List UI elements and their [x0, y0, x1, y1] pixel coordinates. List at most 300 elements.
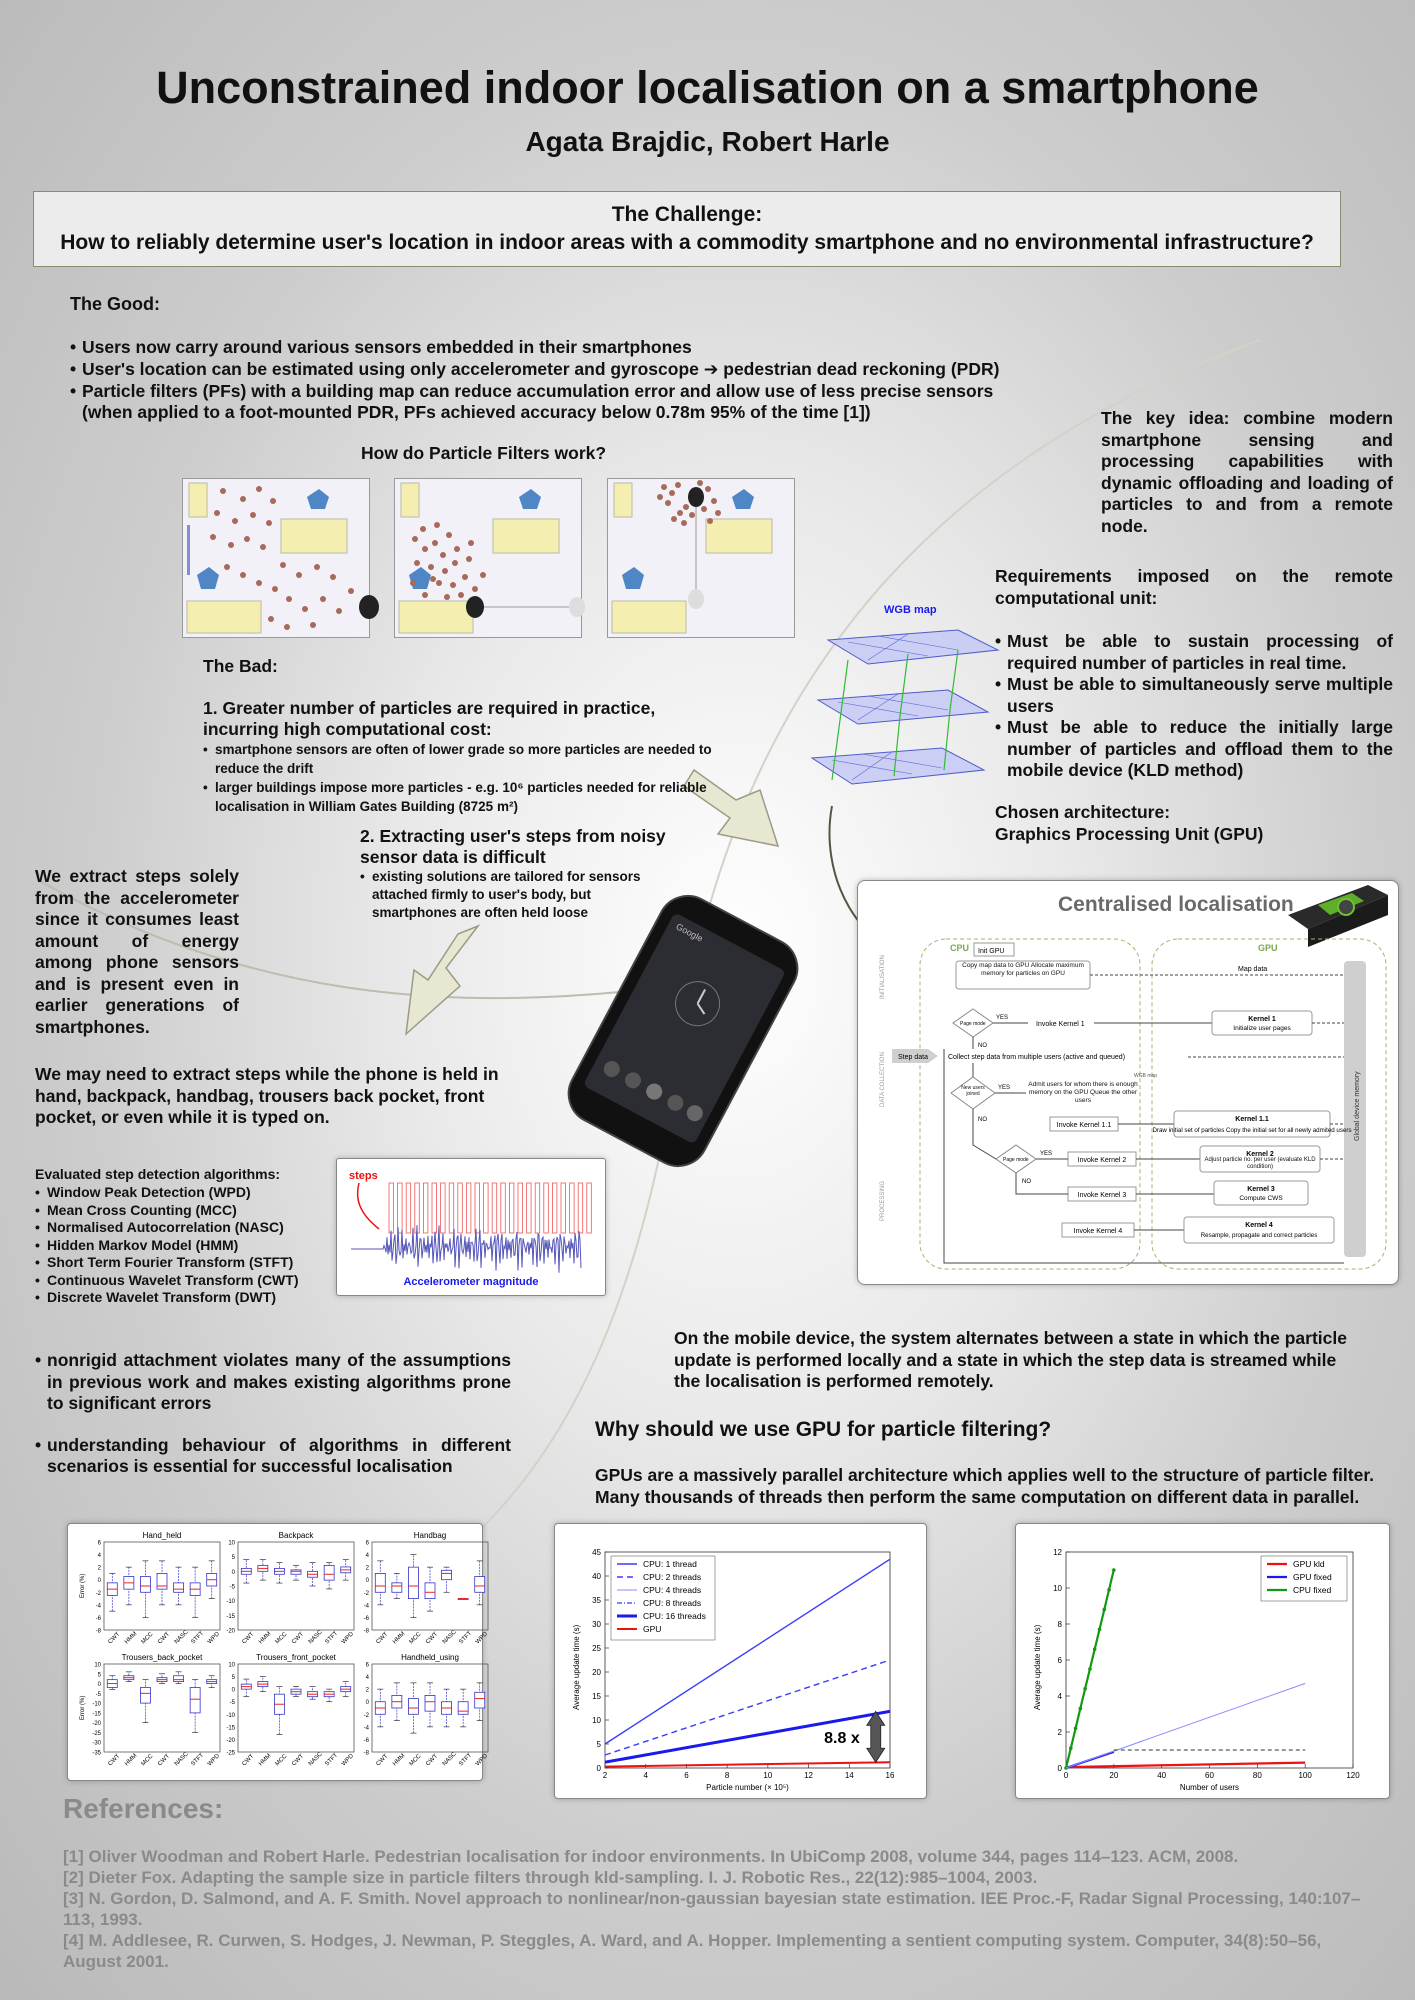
- invoke-k1: Invoke Kernel 1: [1036, 1021, 1085, 1028]
- boxplot-box: [458, 1702, 468, 1715]
- boxplot-xtick: NASC: [441, 1629, 458, 1646]
- smartphone-image: [520, 888, 850, 1158]
- no-1: NO: [978, 1043, 987, 1049]
- series-point: [1093, 1647, 1097, 1651]
- pf-figure-1: [182, 478, 370, 638]
- x-tick-label: 4: [643, 1771, 648, 1780]
- boxplot-box: [408, 1699, 418, 1715]
- x-tick-label: 12: [804, 1771, 814, 1780]
- x-tick-label: 20: [1109, 1771, 1119, 1780]
- boxplot-xtick: HMM: [258, 1631, 273, 1646]
- speedup-arrow: [867, 1711, 885, 1762]
- step-marker: [389, 1183, 394, 1233]
- boxplot-title: Handbag: [413, 1531, 447, 1540]
- boxplot-xtick: STFT: [458, 1752, 474, 1768]
- series-line: [1066, 1683, 1305, 1768]
- pf-diagram-3: [608, 479, 794, 637]
- kernel2-desc: Adjust particle no. per user (evaluate KLD condition): [1204, 1157, 1316, 1170]
- boxplot-ytick: -8: [363, 1750, 369, 1757]
- steps-text: We extract steps solely from the accelerometer since it consumes least amount of energy among phone sensors and is present even in earlier generations of smartphones.: [35, 866, 239, 1037]
- y-tick-label: 5: [596, 1740, 601, 1749]
- y-tick-label: 25: [592, 1644, 601, 1653]
- findings-list: [35, 1350, 511, 1478]
- y-tick-label: 8: [1057, 1620, 1062, 1629]
- poster-authors: Agata Brajdic, Robert Harle: [525, 126, 890, 157]
- boxplot-xtick: WPD: [474, 1753, 490, 1768]
- copy-map: Copy map data to GPU Allocate maximum memory for particles on GPU: [962, 962, 1084, 977]
- boxplot-ytick: -5: [95, 1691, 101, 1698]
- step-markers: [389, 1183, 591, 1233]
- gpu-card-icon: [1288, 885, 1388, 947]
- wgb-map-small: WGB map: [1134, 1073, 1158, 1079]
- boxplot-box: [425, 1695, 435, 1711]
- step-marker: [552, 1183, 557, 1233]
- boxplot-xtick: CWT: [375, 1631, 390, 1646]
- page-mode-2: Page mode: [1003, 1157, 1029, 1163]
- boxplot-ytick: 2: [365, 1565, 369, 1572]
- boxplot-ytick: -2: [95, 1590, 101, 1597]
- boxplot-xtick: HMM: [392, 1631, 407, 1646]
- boxplot-xtick: HMM: [258, 1753, 273, 1768]
- key-idea: The key idea: combine modern smartphone sensing and processing capabilities with dynamic offloading and loading of particles to and from a remote node.: [1101, 408, 1393, 536]
- boxplot-box: [157, 1573, 167, 1589]
- kernel11-title: Kernel 1.1: [1235, 1116, 1269, 1123]
- legend-label: CPU: 4 threads: [643, 1585, 702, 1595]
- pf-figure-2: [394, 478, 582, 638]
- particle-chart-panel: [554, 1523, 927, 1799]
- init-gpu: Init GPU: [978, 948, 1005, 955]
- step-marker: [432, 1183, 437, 1233]
- boxplot-box: [140, 1687, 150, 1703]
- boxplot-ytick: 4: [365, 1675, 369, 1682]
- boxplot-ytick: 0: [97, 1578, 101, 1585]
- legend-label: CPU fixed: [1293, 1585, 1332, 1595]
- step-marker: [587, 1183, 592, 1233]
- boxplot-ytick: 0: [97, 1682, 101, 1689]
- boxplot-xtick: HMM: [392, 1753, 407, 1768]
- boxplot-ytick: -2: [363, 1712, 369, 1719]
- good-heading: The Good:: [70, 294, 160, 314]
- boxplot-xtick: NASC: [173, 1629, 190, 1646]
- y-tick-label: 2: [1057, 1728, 1062, 1737]
- boxplot-ytick: 4: [365, 1553, 369, 1560]
- boxplot-ytick: -4: [363, 1603, 369, 1610]
- boxplot-xtick: CWT: [375, 1753, 390, 1768]
- phase-data: DATA COLLECTION: [880, 1052, 886, 1107]
- step-marker: [544, 1183, 549, 1233]
- boxplot-ytick: -10: [226, 1712, 235, 1719]
- chosen-architecture: [995, 802, 1263, 845]
- boxplot-xtick: WPD: [340, 1753, 356, 1768]
- x-tick-label: 2: [602, 1771, 608, 1780]
- boxplot-ytick: 5: [231, 1675, 235, 1682]
- boxplot-xtick: CWT: [291, 1753, 306, 1768]
- boxplot-ytick: -10: [226, 1599, 235, 1606]
- boxplot-ytick: -20: [226, 1628, 235, 1635]
- kernel2-title: Kernel 2: [1246, 1151, 1274, 1158]
- particle-chart: [555, 1524, 926, 1798]
- step-marker: [398, 1183, 403, 1233]
- gpu-text: GPUs are a massively parallel architecture which applies well to the structure of particle filter. Many thousands of threads then perform the same computation on different data in parallel.: [595, 1465, 1375, 1507]
- bad-item: • existing solutions are tailored for sensors attached firmly to user's body, but smartphones are often held loose: [360, 868, 672, 922]
- series-line: [605, 1762, 890, 1766]
- admit-label: Admit users for whom there is enough memory on the GPU Queue the other users: [1028, 1081, 1138, 1104]
- step-marker: [527, 1183, 532, 1233]
- x-tick-label: 120: [1346, 1771, 1360, 1780]
- series-point: [1069, 1746, 1073, 1750]
- boxplot-xtick: WPD: [340, 1631, 356, 1646]
- legend-label: GPU kld: [1293, 1559, 1325, 1569]
- placement-text: We may need to extract steps while the phone is held in hand, backpack, handbag, trousers back pocket, front pocket, or even while it is typed on.: [35, 1064, 499, 1127]
- y-tick-label: 6: [1057, 1656, 1062, 1665]
- wgb-label: WGB map: [884, 604, 937, 616]
- no-3: NO: [1022, 1179, 1031, 1185]
- requirements-heading: Requirements imposed on the remote computational unit:: [995, 566, 1393, 608]
- boxplot-ytick: -35: [92, 1750, 101, 1757]
- boxplot-ytick: -5: [229, 1700, 235, 1707]
- step-marker: [501, 1183, 506, 1233]
- pf-diagram-2: [395, 479, 581, 637]
- no-2: NO: [978, 1117, 987, 1123]
- step-marker: [570, 1183, 575, 1233]
- legend-label: GPU: [643, 1624, 662, 1634]
- algorithm-item: • Window Peak Detection (WPD): [35, 1184, 335, 1202]
- algorithm-item: • Hidden Markov Model (HMM): [35, 1237, 335, 1255]
- step-marker: [406, 1183, 411, 1233]
- boxplot-xtick: CWT: [157, 1631, 172, 1646]
- series-point: [1083, 1687, 1087, 1691]
- boxplot-box: [475, 1692, 485, 1708]
- boxplot-xtick: CWT: [241, 1753, 256, 1768]
- requirement-item: • Must be able to reduce the initially large number of particles and offload them to the mobile device (KLD method): [995, 717, 1393, 782]
- boxplot-ytick: -20: [226, 1737, 235, 1744]
- boxplot-xtick: MCC: [140, 1753, 155, 1768]
- algorithm-item: • Discrete Wavelet Transform (DWT): [35, 1289, 335, 1307]
- y-tick-label: 0: [1057, 1764, 1062, 1773]
- signal-plot: [337, 1159, 605, 1295]
- boxplot-xtick: NASC: [441, 1751, 458, 1768]
- x-tick-label: 80: [1252, 1771, 1262, 1780]
- boxplot-ytick: -25: [226, 1750, 235, 1757]
- reference-item: [4] M. Addlesee, R. Curwen, S. Hodges, J. Newman, P. Steggles, A. Ward, and A. Hopper. Implementing a sentient computing system. Computer, 34(8):50–56, August 2001.: [63, 1931, 1322, 1971]
- boxplot-xtick: HMM: [124, 1631, 139, 1646]
- yes-3: YES: [1040, 1151, 1053, 1157]
- y-tick-label: 15: [592, 1692, 601, 1701]
- yes-2: YES: [998, 1085, 1011, 1091]
- bad-item: • larger buildings impose more particles - e.g. 10⁶ particles needed for reliable localisation in William Gates Building (8725 m²): [203, 778, 743, 816]
- step-marker: [466, 1183, 471, 1233]
- boxplot-box: [140, 1577, 150, 1593]
- boxplot-ytick: 0: [365, 1700, 369, 1707]
- good-item: • Particle filters (PFs) with a building map can reduce accumulation error and allow use of less precise sensors: [70, 380, 1060, 402]
- boxplot-frame: [238, 1542, 354, 1630]
- boxplot-ytick: 6: [365, 1662, 369, 1669]
- y-tick-label: 12: [1053, 1548, 1062, 1557]
- bad-point-1-list: [203, 740, 743, 816]
- wgb-map: [808, 620, 1003, 800]
- requirements-list: [995, 631, 1393, 782]
- boxplot-xtick: MCC: [408, 1753, 423, 1768]
- legend-label: GPU fixed: [1293, 1572, 1332, 1582]
- x-tick-label: 14: [844, 1771, 854, 1780]
- series-line: [1066, 1763, 1305, 1768]
- references-heading: References:: [63, 1793, 224, 1824]
- boxplot-ytick: -20: [92, 1721, 101, 1728]
- requirement-item: • Must be able to simultaneously serve multiple users: [995, 674, 1393, 717]
- boxplot-ytick: -25: [92, 1730, 101, 1737]
- x-tick-label: 0: [1063, 1771, 1069, 1780]
- gpu-label: GPU: [1258, 943, 1278, 953]
- boxplot-ytick: -6: [363, 1737, 369, 1744]
- y-tick-label: 0: [596, 1764, 601, 1773]
- boxplot-xtick: CWT: [425, 1753, 440, 1768]
- boxplot-title: Hand_held: [142, 1531, 182, 1540]
- boxplot-ytick: 0: [231, 1569, 235, 1576]
- boxplot-ytick: 10: [228, 1540, 235, 1547]
- arrow-left: [406, 926, 478, 1034]
- x-tick-label: 10: [763, 1771, 773, 1780]
- boxplot-ytick: -15: [226, 1725, 235, 1732]
- legend-label: CPU: 1 thread: [643, 1559, 697, 1569]
- series-point: [1088, 1667, 1092, 1671]
- step-marker: [423, 1183, 428, 1233]
- y-tick-label: 10: [592, 1716, 601, 1725]
- x-tick-label: 60: [1205, 1771, 1214, 1780]
- boxplot-box: [425, 1583, 435, 1599]
- boxplot-ytick: -6: [95, 1615, 101, 1622]
- boxplot-ytick: 0: [365, 1578, 369, 1585]
- boxplot-ytick: 0: [231, 1687, 235, 1694]
- phase-proc: PROCESSING: [880, 1180, 886, 1221]
- legend-label: CPU: 2 threads: [643, 1572, 702, 1582]
- boxplot-xtick: MCC: [274, 1631, 289, 1646]
- kernel3-desc: Compute CWS: [1239, 1195, 1283, 1202]
- boxplot-box: [174, 1583, 184, 1592]
- bad-item: • smartphone sensors are often of lower grade so more particles are needed to reduce the drift: [203, 740, 743, 778]
- references-list: [63, 1846, 1363, 1972]
- y-tick-label: 40: [592, 1572, 601, 1581]
- pf-particles-3: [657, 480, 721, 526]
- step-marker: [509, 1183, 514, 1233]
- wgb-floor: [828, 630, 998, 664]
- boxplot-xtick: CWT: [425, 1631, 440, 1646]
- bad-point-1: 1. Greater number of particles are required in practice, incurring high computational cost:: [203, 698, 656, 739]
- finding-item: • nonrigid attachment violates many of the assumptions in previous work and makes existing algorithms prone to significant errors: [35, 1350, 511, 1415]
- boxplot-title: Trousers_back_pocket: [121, 1653, 203, 1662]
- y-axis-label: Average update time (s): [1033, 1624, 1042, 1710]
- pf-heading: How do Particle Filters work?: [361, 443, 607, 463]
- boxplot-box: [375, 1573, 385, 1592]
- boxplot-ytick: -4: [363, 1725, 369, 1732]
- invoke-k2: Invoke Kernel 2: [1077, 1157, 1127, 1164]
- good-item: • User's location can be estimated using only accelerometer and gyroscope ➔ pedestrian dead reckoning (PDR): [70, 358, 1060, 380]
- boxplot-box: [190, 1687, 200, 1712]
- step-marker: [458, 1183, 463, 1233]
- algorithms-heading: Evaluated step detection algorithms:: [35, 1166, 281, 1182]
- x-axis-label: Particle number (× 10⁵): [706, 1783, 789, 1792]
- kernel11-desc: Draw initial set of particles Copy the initial set for all newly admited users: [1152, 1127, 1352, 1134]
- yes-1: YES: [996, 1015, 1009, 1021]
- boxplot-xtick: STFT: [190, 1630, 206, 1646]
- good-list: [70, 336, 1060, 402]
- boxplot-box: [392, 1583, 402, 1592]
- step-marker: [578, 1183, 583, 1233]
- challenge-question: How to reliably determine user's location in indoor areas with a commodity smartphone and no environmental infrastructure?: [60, 231, 1314, 254]
- boxplot-title: Trousers_front_pocket: [256, 1653, 336, 1662]
- legend-label: CPU: 16 threads: [643, 1611, 706, 1621]
- y-tick-label: 35: [592, 1596, 601, 1605]
- step-marker: [518, 1183, 523, 1233]
- boxplot-xtick: NASC: [307, 1751, 324, 1768]
- chosen-value: Graphics Processing Unit (GPU): [995, 823, 1264, 844]
- boxplot-xtick: WPD: [474, 1631, 490, 1646]
- y-tick-label: 45: [592, 1548, 601, 1557]
- finding-item: • understanding behaviour of algorithms in different scenarios is essential for successful localisation: [35, 1435, 511, 1478]
- boxplot-title: Handheld_using: [401, 1653, 459, 1662]
- boxplot-box: [442, 1570, 452, 1579]
- algorithm-item: • Normalised Autocorrelation (NASC): [35, 1219, 335, 1237]
- kernel3-title: Kernel 3: [1247, 1186, 1275, 1193]
- challenge-heading: The Challenge:: [611, 203, 763, 226]
- boxplot-box: [324, 1565, 334, 1580]
- map-data-label: Map data: [1238, 966, 1268, 973]
- step-data: Step data: [898, 1054, 928, 1061]
- boxplot-box: [174, 1676, 184, 1682]
- boxplot-title: Backpack: [278, 1531, 314, 1540]
- cpu-label: CPU: [950, 943, 970, 953]
- boxplot-ytick: -4: [95, 1603, 101, 1610]
- speedup-label: 8.8 x: [824, 1729, 860, 1747]
- x-tick-label: 40: [1157, 1771, 1167, 1780]
- series-point: [1074, 1727, 1078, 1731]
- boxplot-ytick: 5: [97, 1672, 101, 1679]
- y-axis-label: Average update time (s): [572, 1624, 581, 1710]
- boxplot-xtick: STFT: [324, 1630, 340, 1646]
- invoke-k4: Invoke Kernel 4: [1073, 1228, 1123, 1235]
- boxplot-ytick: -2: [363, 1590, 369, 1597]
- series-point: [1112, 1568, 1116, 1572]
- boxplot-ytick: -10: [92, 1701, 101, 1708]
- pf-diagram-1: [183, 479, 369, 637]
- y-tick-label: 20: [592, 1668, 601, 1677]
- boxplot-xtick: CWT: [241, 1631, 256, 1646]
- kernel1-title: Kernel 1: [1248, 1016, 1276, 1023]
- boxplot-xtick: MCC: [408, 1631, 423, 1646]
- boxplot-box: [291, 1570, 301, 1574]
- boxplot-ytick: 6: [97, 1540, 101, 1547]
- requirement-item: • Must be able to sustain processing of required number of particles in real time.: [995, 631, 1393, 674]
- good-note: (when applied to a foot-mounted PDR, PFs achieved accuracy below 0.78m 95% of the time [1]): [82, 402, 871, 422]
- boxplot-xtick: HMM: [124, 1753, 139, 1768]
- steps-arrow: [358, 1183, 379, 1229]
- reference-item: [2] Dieter Fox. Adapting the sample size in particle filters through kld-sampling. I. J. Robotic Res., 22(12):985–1004, 2003.: [63, 1868, 1038, 1887]
- step-marker: [475, 1183, 480, 1233]
- poster-title: Unconstrained indoor localisation on a smartphone: [156, 62, 1259, 113]
- centralised-panel: [857, 880, 1399, 1285]
- signal-figure: [336, 1158, 606, 1296]
- series-point: [1102, 1608, 1106, 1612]
- boxplot-ytick: -5: [229, 1584, 235, 1591]
- algorithm-item: • Short Term Fourier Transform (STFT): [35, 1254, 335, 1272]
- reference-item: [1] Oliver Woodman and Robert Harle. Pedestrian localisation for indoor environments. In UbiComp 2008, volume 344, pages 114–123. ACM, 2008.: [63, 1847, 1239, 1866]
- kernel-4-box: [1184, 1217, 1334, 1243]
- central-title: Centralised localisation: [1058, 893, 1294, 916]
- boxplot-xtick: WPD: [206, 1631, 222, 1646]
- new-users: New users joined: [961, 1085, 985, 1097]
- boxplot-panel: [67, 1523, 490, 1781]
- boxplot-ytick: 10: [228, 1662, 235, 1669]
- step-marker: [484, 1183, 489, 1233]
- chosen-heading: Chosen architecture:: [995, 802, 1171, 822]
- algorithm-item: • Mean Cross Counting (MCC): [35, 1202, 335, 1220]
- global-memory-label: Global device memory: [1354, 1071, 1361, 1141]
- boxplot-xtick: MCC: [274, 1753, 289, 1768]
- boxplot-frame: [238, 1664, 354, 1752]
- boxplot-ylabel: Error (%): [80, 1695, 86, 1720]
- step-marker: [561, 1183, 566, 1233]
- y-tick-label: 30: [592, 1620, 601, 1629]
- users-chart-panel: [1015, 1523, 1390, 1799]
- boxplot-xtick: CWT: [107, 1631, 122, 1646]
- signal-caption: Accelerometer magnitude: [403, 1276, 539, 1288]
- gpu-heading: Why should we use GPU for particle filtering?: [595, 1418, 1052, 1441]
- step-marker: [492, 1183, 497, 1233]
- y-tick-label: 10: [1053, 1584, 1062, 1593]
- algorithms-list: [35, 1184, 335, 1307]
- boxplot-ytick: 4: [97, 1553, 101, 1560]
- mobile-text: On the mobile device, the system alternates between a state in which the particle update is performed locally and a state in which the step data is streamed while the localisation is performed remotely.: [674, 1328, 1347, 1391]
- steps-label: steps: [349, 1170, 378, 1182]
- boxplot-ytick: 2: [365, 1687, 369, 1694]
- boxplot-xtick: CWT: [157, 1753, 172, 1768]
- series-point: [1079, 1707, 1083, 1711]
- boxplot-box: [408, 1567, 418, 1598]
- boxplot-ytick: 2: [97, 1565, 101, 1572]
- collect-label: Collect step data from multiple users (active and queued): [948, 1054, 1126, 1061]
- x-tick-label: 16: [885, 1771, 895, 1780]
- boxplot-ytick: -30: [92, 1740, 101, 1747]
- boxplot-ytick: 10: [94, 1662, 101, 1669]
- x-tick-label: 6: [684, 1771, 689, 1780]
- boxplot-xtick: CWT: [107, 1753, 122, 1768]
- boxplot-ytick: 6: [365, 1540, 369, 1547]
- boxplot-ylabel: Error (%): [80, 1573, 86, 1598]
- boxplot-chart: [68, 1524, 490, 1780]
- boxplot-ytick: -6: [363, 1615, 369, 1622]
- kernel4-title: Kernel 4: [1245, 1222, 1273, 1229]
- centralised-flowchart: [858, 881, 1398, 1284]
- boxplot-ytick: -8: [95, 1628, 101, 1635]
- boxplot-xtick: STFT: [324, 1752, 340, 1768]
- x-axis-label: Number of users: [1179, 1783, 1240, 1792]
- y-tick-label: 4: [1057, 1692, 1062, 1701]
- boxplot-xtick: WPD: [206, 1753, 222, 1768]
- invoke-k3: Invoke Kernel 3: [1077, 1192, 1127, 1199]
- legend-label: CPU: 8 threads: [643, 1598, 702, 1608]
- invoke-k11: Invoke Kernel 1.1: [1056, 1122, 1112, 1129]
- phone-app-label: Google: [674, 921, 705, 944]
- boxplot-ytick: -15: [226, 1613, 235, 1620]
- kernel1-desc: Initialize user pages: [1233, 1025, 1291, 1032]
- step-marker: [535, 1183, 540, 1233]
- bad-heading: The Bad:: [203, 656, 278, 676]
- page-mode-1: Page mode: [960, 1021, 986, 1027]
- boxplot-ytick: 5: [231, 1555, 235, 1562]
- boxplot-xtick: STFT: [190, 1752, 206, 1768]
- step-marker: [441, 1183, 446, 1233]
- boxplot-xtick: MCC: [140, 1631, 155, 1646]
- boxplot-xtick: NASC: [307, 1629, 324, 1646]
